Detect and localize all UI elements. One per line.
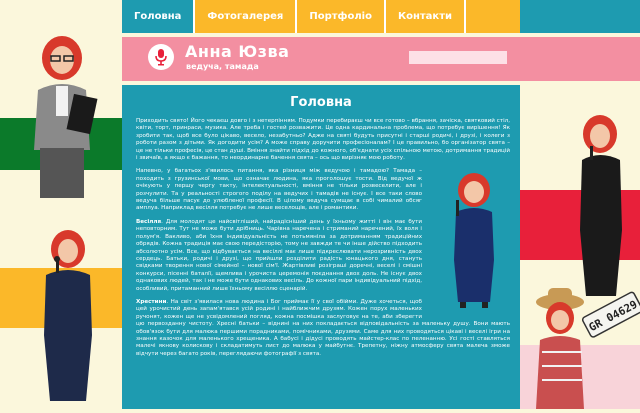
nav-item-home[interactable]: Головна — [122, 0, 195, 33]
woman-glasses-folder-photo — [18, 30, 108, 210]
cowgirl-plate-photo — [528, 282, 640, 409]
content-paragraph: Приходить свято! Його чекаєш довго і з нетерпінням. Подумки перебираєш чи все готово – вбрання, зачіска, святковий стіл, квіти, торт, принраси, музика. Але треба і гостей розважити. Це одна кардинальна проблема, що потребує вирішення! Як зробити так, щоб все було цікаво, весело, незабутньо? Адже на святі будуть присутні і старші родичі, і друзі, і колеги з роботи разом з дітьми. Як догодити усім? А може справу доручити професіоналам? І це правильно, бо організатор свята – це не тільки професія, це стан душі. Вміння знайти підхід до кожного, об'єднати усіх спільною метою, дотримання традицій і звичаїв, а якщо є бажання, то неординарне бачення свята – ось що вирізняє мою роботу. — [136, 118, 510, 162]
site-subtitle: ведуча, тамада — [186, 62, 259, 71]
content-paragraph: Весілля. Для молодят це найсвітліший, найрадісніший день у їхньому житті і він має бути неповторним. Тут не може бути дрібниць. Чарівна наречена і стриманий наречений, їх воля і полум'я. Вакливо, аби їхня індивідуальність не потьмяніла за дотриманням традиційних обрядів. Кожна традиція має свою передісторію, тому не завжди те чи інше дійство підходить абсолютно усім. Все, що відбувається на весіллі має лише підкреслювати нерозривність двох сердець. Батьки, родичі і друзі, що прийшли розділити радість юнацького дня, стануть свідками творення нової сімейної – нової сім'ї. Жартівливі розіграші доречні, веселі і смішні конкурси, пісенні баталії, щемлива і урочиста церемонія поєднання двох доль. Не існує двох однакових людей, так і не може бути однакових весіль. До кожної пари індивідуальний підхід, особливий, притаманний лише їхньому весіллю сценарій. — [136, 218, 422, 292]
search-input[interactable] — [409, 51, 507, 64]
nav-item-portfolio[interactable]: Портфоліо — [297, 0, 386, 33]
stripe-pink-right — [520, 37, 640, 81]
content-paragraph: Хрестини. На світ з'явилася нова людина і Бог приймає її у свої обійми. Дуже хочеться, щоб цей урочистий день запам'ятався усій родині і найближчим друзям. Кожен порух маленьких ручонят, кожен ще не усвідомлений погляд, кожна посмішка заслуговує на те, аби зберегти цю первозданну чистоту. Хресні батьки – віднині на них покладається відповідальність за маленьку душу. Вони мають обов'язок бути для малюка першими порадниками, помічниками, друзями. Саме для них проводяться цікаві і веселі ігри на знання казочок для маленького хрещеника. А бабусі і дідусі проводять майстер-клас по пеленанню. Усі гості ставляться малечі якнову колискову і складатимуть лист до малюка у майбутнє. Трепетну, ніжну атмосферу свята малеча зможе відчути через багато років, переглядаючи фотографії з свята. — [136, 298, 510, 357]
nav-item-gallery[interactable]: Фотогалерея — [195, 0, 297, 33]
plate-text: GR 04629 — [586, 297, 640, 335]
site-header — [122, 37, 520, 81]
content-paragraph: Напевно, у багатьох з'явилось питання, яка різниця між ведучою і тамадою? Тамада – походить з грузинської мови, що означає людина, яка проголошує тости. Від ведучої ж очікують у першу чергу такту, інтелектуальності, вміння не тільки розвеселити, але і розчулити. Та у реальності строгого поділу на ведучих і тамадів не існує. І все таки слово ведуча більше пасує до улюбленої професії. В цілому ведуча сумщає в собі чималий обсяг амплуа. Наприклад весілля потребує не лише веселощів, але і романтики. — [136, 168, 422, 212]
site-title[interactable]: Анна Юзва — [185, 42, 290, 61]
woman-microphone-dress-photo — [568, 110, 638, 300]
main-nav — [122, 0, 520, 33]
page-title: Головна — [290, 95, 352, 110]
stripe-cyan-right — [520, 0, 640, 33]
microphone-icon[interactable] — [148, 44, 174, 70]
woman-blue-dress-microphone-photo — [428, 170, 520, 310]
woman-microphone-photo — [28, 225, 108, 409]
main-content — [122, 85, 520, 409]
nav-item-contacts[interactable]: Контакти — [386, 0, 466, 33]
